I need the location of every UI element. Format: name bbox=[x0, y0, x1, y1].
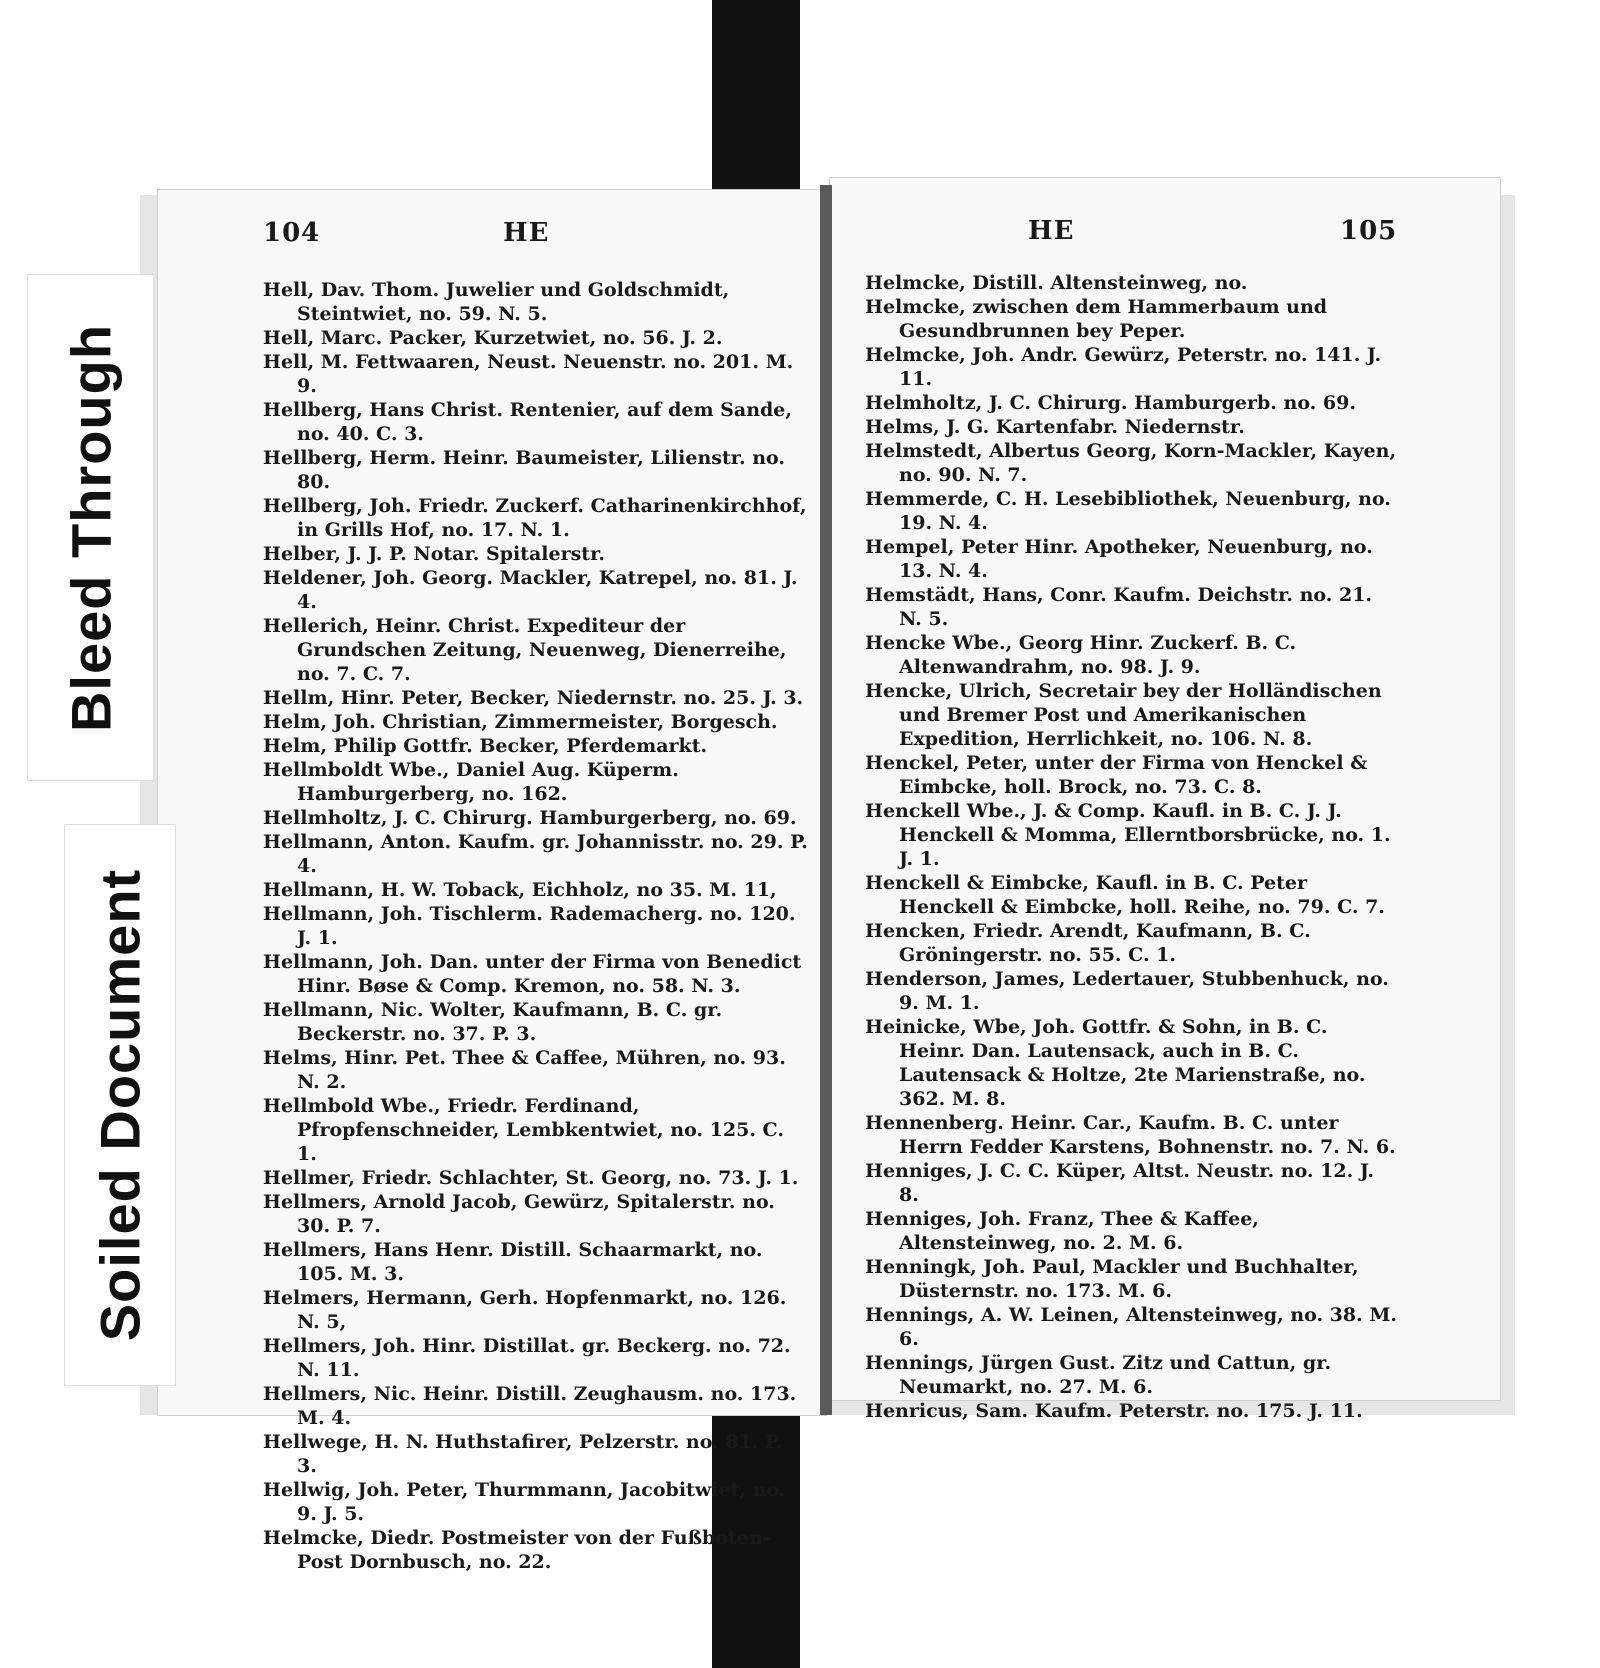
directory-entry: Hellm, Hinr. Peter, Becker, Niedernstr. no. 25. J. 3. bbox=[263, 687, 804, 709]
directory-entry: Hellberg, Joh. Friedr. Zuckerf. Catharinenkirchhof, in Grills Hof, no. 17. N. 1. bbox=[263, 495, 807, 541]
directory-entry: Helmcke, Distill. Altensteinweg, no. bbox=[865, 272, 1248, 294]
book-gutter bbox=[820, 185, 832, 1415]
directory-entry: Helm, Philip Gottfr. Becker, Pferdemarkt. bbox=[263, 735, 708, 757]
page-number: 104 bbox=[263, 218, 321, 248]
soiled-document-tag bbox=[65, 825, 175, 1385]
directory-entry: Helmcke, zwischen dem Hammerbaum und Gesundbrunnen bey Peper. bbox=[865, 296, 1328, 342]
page-header: HE bbox=[1028, 216, 1075, 246]
directory-entry: Hellmers, Hans Henr. Distill. Schaarmarkt, no. 105. M. 3. bbox=[263, 1239, 763, 1285]
directory-entry: Hell, Marc. Packer, Kurzetwiet, no. 56. J. 2. bbox=[263, 327, 723, 349]
directory-entry: Henningk, Joh. Paul, Mackler und Buchhalter, Düsternstr. no. 173. M. 6. bbox=[865, 1256, 1359, 1302]
directory-entry: Hellwege, H. N. Huthstafirer, Pelzerstr. no. 81. P. 3. bbox=[263, 1431, 783, 1477]
directory-entry: Heinicke, Wbe, Joh. Gottfr. & Sohn, in B. C. Heinr. Dan. Lautensack, auch in B. C. Lautensack & Holtze, 2te Marienstraße, no. 362. M. 8. bbox=[865, 1016, 1366, 1110]
directory-entry: Hellmann, Anton. Kaufm. gr. Johannisstr. no. 29. P. 4. bbox=[263, 831, 808, 877]
bookmark-ribbon-top bbox=[712, 0, 800, 190]
directory-entry: Hell, M. Fettwaaren, Neust. Neuenstr. no. 201. M. 9. bbox=[263, 351, 794, 397]
directory-entry: Hencken, Friedr. Arendt, Kaufmann, B. C. Gröningerstr. no. 55. C. 1. bbox=[865, 920, 1311, 966]
directory-entry: Helmstedt, Albertus Georg, Korn-Mackler, Kayen, no. 90. N. 7. bbox=[865, 440, 1397, 486]
directory-entry: Hennings, Jürgen Gust. Zitz und Cattun, gr. Neumarkt, no. 27. M. 6. bbox=[865, 1352, 1332, 1398]
left-page bbox=[158, 190, 826, 1573]
directory-entry: Hemmerde, C. H. Lesebibliothek, Neuenburg, no. 19. N. 4. bbox=[865, 488, 1391, 534]
directory-entry: Henckell & Eimbcke, Kaufl. in B. C. Peter Henckell & Eimbcke, holl. Reihe, no. 79. C. 7. bbox=[865, 872, 1385, 918]
directory-entry: Helmholtz, J. C. Chirurg. Hamburgerb. no. 69. bbox=[865, 392, 1356, 414]
directory-entry: Hellmboldt Wbe., Daniel Aug. Küperm. Hamburgerberg, no. 162. bbox=[263, 759, 679, 805]
directory-entry: Helms, Hinr. Pet. Thee & Caffee, Mühren, no. 93. N. 2. bbox=[263, 1047, 786, 1093]
directory-entry: Helmcke, Diedr. Postmeister von der Fußboten-Post Dornbusch, no. 22. bbox=[263, 1527, 771, 1573]
directory-entry: Hellmers, Nic. Heinr. Distill. Zeughausm. no. 173. M. 4. bbox=[263, 1383, 797, 1429]
directory-entry: Hellmann, Joh. Dan. unter der Firma von Benedict Hinr. Bøse & Comp. Kremon, no. 58. N. 3. bbox=[263, 951, 802, 997]
directory-entry: Hellerich, Heinr. Christ. Expediteur der Grundschen Zeitung, Neuenweg, Dienerreihe, no. 7. C. 7. bbox=[263, 615, 787, 685]
directory-entry: Hell, Dav. Thom. Juwelier und Goldschmidt, Steintwiet, no. 59. N. 5. bbox=[263, 279, 730, 325]
entry-list bbox=[865, 271, 1400, 1423]
directory-entry: Hellmholtz, J. C. Chirurg. Hamburgerberg, no. 69. bbox=[263, 807, 797, 829]
right-page bbox=[830, 178, 1500, 1422]
soiled-document-label: Soiled Document bbox=[88, 868, 152, 1342]
page-number: 105 bbox=[1340, 216, 1398, 246]
directory-entry: Henniges, Joh. Franz, Thee & Kaffee, Altensteinweg, no. 2. M. 6. bbox=[865, 1208, 1259, 1254]
directory-entry: Hellwig, Joh. Peter, Thurmmann, Jacobitwiet, no. 9. J. 5. bbox=[263, 1479, 786, 1525]
directory-entry: Henniges, J. C. C. Küper, Altst. Neustr. no. 12. J. 8. bbox=[865, 1160, 1374, 1206]
directory-entry: Henckel, Peter, unter der Firma von Henckel & Eimbcke, holl. Brock, no. 73. C. 8. bbox=[865, 752, 1368, 798]
directory-entry: Hellmann, Joh. Tischlerm. Rademacherg. no. 120. J. 1. bbox=[263, 903, 796, 949]
directory-entry: Helms, J. G. Kartenfabr. Niedernstr. bbox=[865, 416, 1245, 438]
directory-entry: Hellmers, Arnold Jacob, Gewürz, Spitalerstr. no. 30. P. 7. bbox=[263, 1191, 775, 1237]
directory-entry: Helmcke, Joh. Andr. Gewürz, Peterstr. no. 141. J. 11. bbox=[865, 344, 1382, 390]
directory-entry: Hellmers, Joh. Hinr. Distillat. gr. Beckerg. no. 72. N. 11. bbox=[263, 1335, 791, 1381]
bleed-through-label: Bleed Through bbox=[59, 323, 122, 732]
directory-entry: Hellmbold Wbe., Friedr. Ferdinand, Pfropfenschneider, Lembkentwiet, no. 125. C. 1. bbox=[263, 1095, 784, 1165]
directory-entry: Henricus, Sam. Kaufm. Peterstr. no. 175. J. 11. bbox=[865, 1400, 1363, 1422]
directory-entry: Hennings, A. W. Leinen, Altensteinweg, no. 38. M. 6. bbox=[865, 1304, 1397, 1350]
directory-entry: Heldener, Joh. Georg. Mackler, Katrepel, no. 81. J. 4. bbox=[263, 567, 798, 613]
entry-list bbox=[263, 278, 808, 1574]
directory-entry: Hencke, Ulrich, Secretair bey der Holländischen und Bremer Post und Amerikanischen Expedition, Herrlichkeit, no. 106. N. 8. bbox=[865, 680, 1382, 750]
directory-entry: Henderson, James, Ledertauer, Stubbenhuck, no. 9. M. 1. bbox=[865, 968, 1389, 1014]
page-header: HE bbox=[503, 218, 550, 248]
directory-entry: Hellmann, Nic. Wolter, Kaufmann, B. C. gr. Beckerstr. no. 37. P. 3. bbox=[263, 999, 723, 1045]
directory-entry: Hencke Wbe., Georg Hinr. Zuckerf. B. C. Altenwandrahm, no. 98. J. 9. bbox=[865, 632, 1297, 678]
directory-entry: Hellmer, Friedr. Schlachter, St. Georg, no. 73. J. 1. bbox=[263, 1167, 799, 1189]
directory-entry: Henckell Wbe., J. & Comp. Kaufl. in B. C. J. J. Henckell & Momma, Ellerntborsbrücke, no. 1. J. 1. bbox=[865, 800, 1391, 870]
directory-entry: Helber, J. J. P. Notar. Spitalerstr. bbox=[263, 543, 605, 565]
directory-entry: Helm, Joh. Christian, Zimmermeister, Borgesch. bbox=[263, 711, 778, 733]
directory-entry: Hellberg, Herm. Heinr. Baumeister, Lilienstr. no. 80. bbox=[263, 447, 785, 493]
directory-entry: Hempel, Peter Hinr. Apotheker, Neuenburg, no. 13. N. 4. bbox=[865, 536, 1373, 582]
directory-entry: Hellberg, Hans Christ. Rentenier, auf dem Sande, no. 40. C. 3. bbox=[263, 399, 793, 445]
directory-entry: Hennenberg. Heinr. Car., Kaufm. B. C. unter Herrn Fedder Karstens, Bohnenstr. no. 7. N. 6. bbox=[865, 1112, 1396, 1158]
directory-entry: Helmers, Hermann, Gerh. Hopfenmarkt, no. 126. N. 5, bbox=[263, 1287, 787, 1333]
directory-entry: Hellmann, H. W. Toback, Eichholz, no 35. M. 11, bbox=[263, 879, 777, 901]
bleed-through-tag bbox=[28, 275, 153, 780]
directory-entry: Hemstädt, Hans, Conr. Kaufm. Deichstr. no. 21. N. 5. bbox=[865, 584, 1373, 630]
